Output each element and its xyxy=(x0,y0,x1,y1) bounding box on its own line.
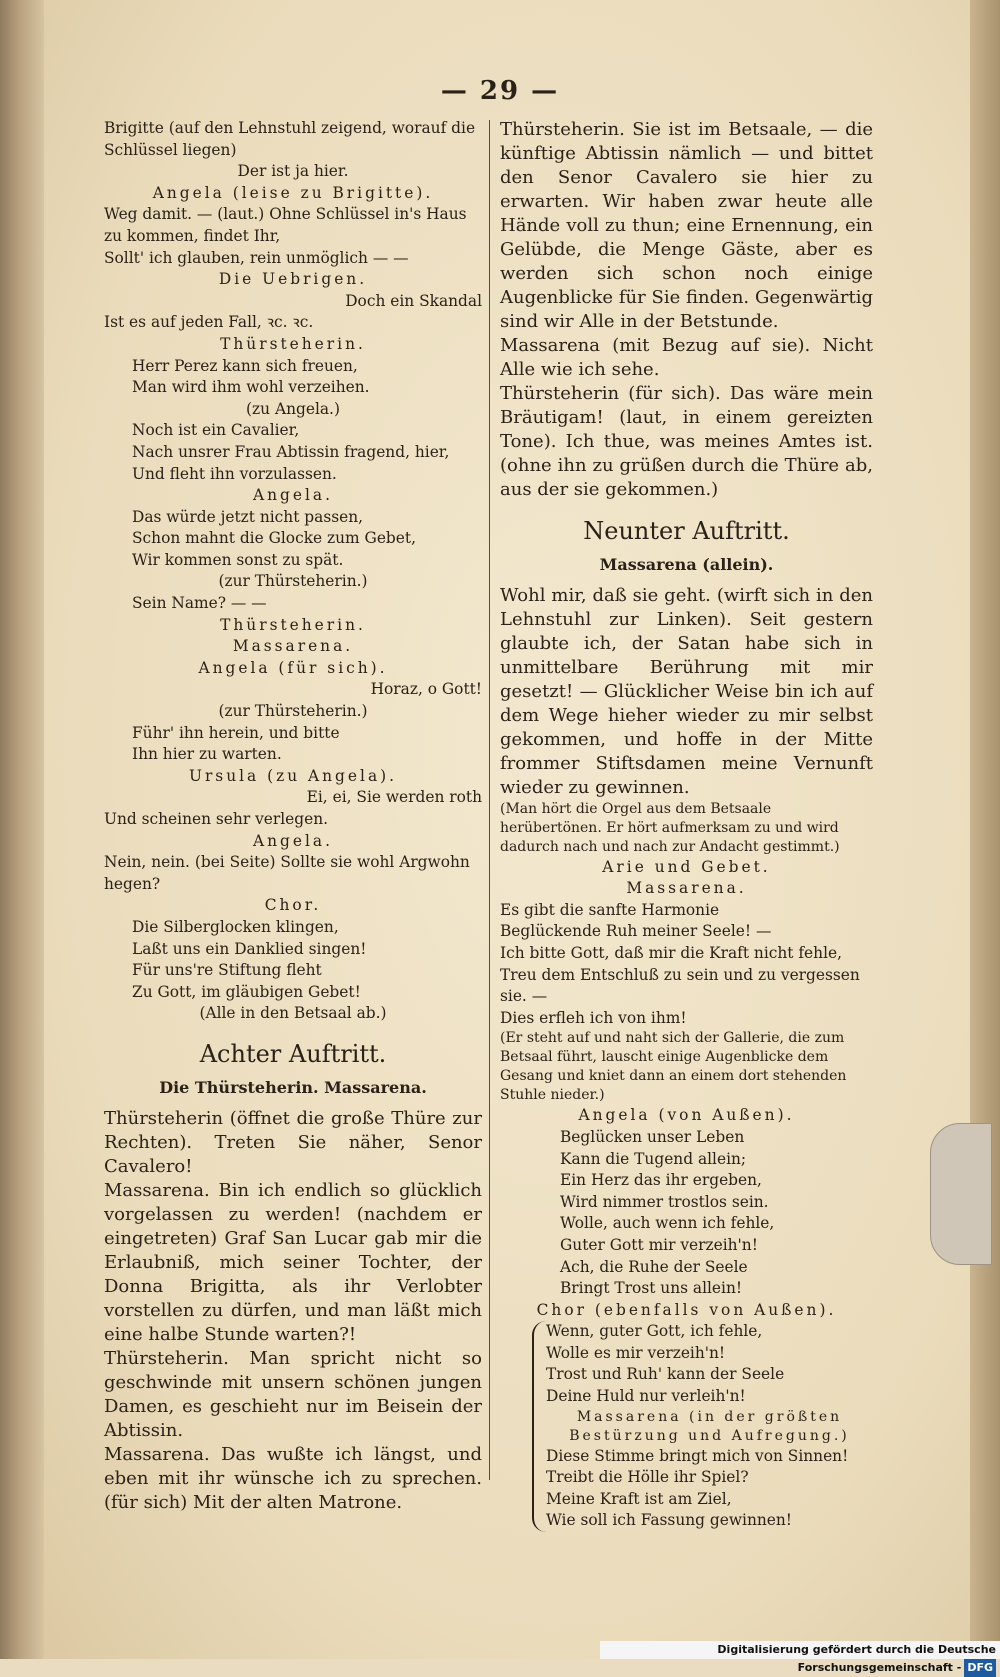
left-line: Thürsteherin. xyxy=(220,334,366,353)
left-line: Laßt uns ein Danklied singen! xyxy=(132,939,367,958)
left-line: Doch ein Skandal xyxy=(345,291,482,310)
right-line: Beglückende Ruh meiner Seele! — xyxy=(500,922,772,941)
right-line: (Man hört die Orgel aus dem Betsaale herübertönen. Er hört aufmerksam zu und wird dadurch nach und nach zur Andacht gestimmt.) xyxy=(500,800,840,855)
left-text-column xyxy=(104,118,482,1515)
left-line: Weg damit. — (laut.) Ohne Schlüssel in's Haus zu kommen, findet Ihr, xyxy=(104,205,467,245)
chorus-line: Wolle es mir verzeih'n! xyxy=(546,1343,726,1362)
left-line: Führ' ihn herein, und bitte xyxy=(132,723,340,742)
right-line: Ein Herz das ihr ergeben, xyxy=(560,1171,762,1190)
right-line: Massarena (mit Bezug auf sie). Nicht Alle wie ich sehe. xyxy=(500,335,873,380)
left-line: Wir kommen sonst zu spät. xyxy=(132,550,344,569)
book-spine xyxy=(0,0,44,1659)
right-text-column xyxy=(500,118,873,1532)
right-line: Wohl mir, daß sie geht. (wirft sich in den Lehnstuhl zur Linken). Seit gestern glaubte ich, der Satan habe sich in unmittelbare Berührung mit mir gesetzt! — Glücklicher Weise bin ich auf dem Wege hieher wieder zu mir selbst gekommen, und hoffe in der Mitte frommer Stiftsdamen meine Vernunft wieder zu gewinnen. xyxy=(500,584,873,798)
left-line: Achter Auftritt. xyxy=(199,1039,387,1068)
left-line: Sein Name? — — xyxy=(132,594,267,613)
left-line: Und scheinen sehr verlegen. xyxy=(104,810,329,828)
left-line: Das würde jetzt nicht passen, xyxy=(132,507,364,526)
left-line: Angela (leise zu Brigitte). xyxy=(152,183,434,202)
left-line: Ihn hier zu warten. xyxy=(132,745,282,764)
right-line: Massarena. xyxy=(626,879,747,898)
chorus-line: Meine Kraft ist am Ziel, xyxy=(546,1489,732,1508)
right-line: Treu dem Entschluß zu sein und zu vergessen sie. — xyxy=(500,965,860,1006)
right-line: Beglücken unser Leben xyxy=(560,1127,745,1146)
left-line: (zur Thürsteherin.) xyxy=(218,572,368,591)
digitization-footer xyxy=(600,1641,1000,1674)
chorus-line: Treibt die Hölle ihr Spiel? xyxy=(546,1468,749,1487)
left-line: Thürsteherin. Man spricht nicht so geschwinde mit unsern schönen jungen Damen, es geschieht nur im Beisein der Abtissin. xyxy=(104,1347,482,1441)
left-line: Angela. xyxy=(253,831,333,850)
left-line: Ist es auf jeden Fall, ꝛc. ꝛc. xyxy=(104,313,314,332)
left-line: Die Thürsteherin. Massarena. xyxy=(159,1077,427,1097)
dfg-logo: DFG xyxy=(964,1659,996,1677)
left-line: Thürsteherin. xyxy=(220,615,366,634)
chorus-stage-direction: Massarena (in der größten Bestürzung und Aufregung.) xyxy=(569,1408,850,1444)
chorus-line: Wenn, guter Gott, ich fehle, xyxy=(546,1322,763,1341)
left-line: Ei, ei, Sie werden roth xyxy=(306,788,482,807)
left-line: (Alle in den Betsaal ab.) xyxy=(199,1004,387,1023)
left-line: (zur Thürsteherin.) xyxy=(218,702,368,721)
chorus-line: Diese Stimme bringt mich von Sinnen! xyxy=(546,1446,849,1465)
left-line: Nach unsrer Frau Abtissin fragend, hier, xyxy=(132,442,450,461)
left-line: Und fleht ihn vorzulassen. xyxy=(132,464,337,483)
left-line: Sollt' ich glauben, rein unmöglich — — xyxy=(104,248,409,267)
left-line: Für uns're Stiftung fleht xyxy=(132,961,322,980)
right-line: Wolle, auch wenn ich fehle, xyxy=(560,1214,775,1233)
left-line: (zu Angela.) xyxy=(246,399,340,418)
left-line: Der ist ja hier. xyxy=(237,162,349,181)
right-line: Kann die Tugend allein; xyxy=(560,1149,747,1168)
page-edge xyxy=(970,0,1000,1659)
chorus-line: Deine Huld nur verleih'n! xyxy=(546,1387,746,1406)
right-line: Dies erfleh ich von ihm! xyxy=(500,1008,687,1027)
left-line: Angela (für sich). xyxy=(198,658,388,677)
chorus-line: Wie soll ich Fassung gewinnen! xyxy=(546,1511,792,1530)
left-line: Herr Perez kann sich freuen, xyxy=(132,356,358,375)
right-line: Ach, die Ruhe der Seele xyxy=(560,1257,748,1276)
chorus-line: Trost und Ruh' kann der Seele xyxy=(546,1365,785,1384)
right-line: Guter Gott mir verzeih'n! xyxy=(560,1235,758,1254)
left-line: Schon mahnt die Glocke zum Gebet, xyxy=(132,529,416,548)
right-line: Massarena (allein). xyxy=(599,555,774,574)
left-line: Horaz, o Gott! xyxy=(370,680,482,699)
right-line: (Er steht auf und naht sich der Gallerie, die zum Betsaal führt, lauscht einige Augenblicke dem Gesang und kniet dann an einem dort stehenden Stuhle nieder.) xyxy=(500,1030,847,1104)
right-line: Wird nimmer trostlos sein. xyxy=(560,1192,769,1211)
left-line: Massarena. Bin ich endlich so glücklich vorgelassen zu werden! (nachdem er eingetreten) Graf San Lucar gab mir die Erlaubniß, mich seiner Tochter, der Donna Brigitta, als ihr Verlobter vorstellen zu dürfen, und man läßt mich eine halbe Stunde warten?! xyxy=(104,1179,482,1345)
left-line: Die Uebrigen. xyxy=(218,270,368,289)
chorus-heading: Chor (ebenfalls von Außen). xyxy=(536,1300,837,1319)
right-line: Bringt Trost uns allein! xyxy=(560,1279,743,1298)
page-tab-marker xyxy=(930,1123,992,1265)
right-line: Thürsteherin. Sie ist im Betsaale, — die künftige Abtissin nämlich — und bittet den Senor Cavalero sie hier zu erwarten. Wir haben zwar heute alle Hände voll zu thun; eine Ernennung, ein Gelübde, die Menge Gäste, aber es werden sich schon noch einige Augenblicke für Sie finden. Gegenwärtig sind wir Alle in der Betstunde. xyxy=(500,119,873,332)
left-line: Chor. xyxy=(264,896,322,915)
left-line: Nein, nein. (bei Seite) Sollte sie wohl Argwohn hegen? xyxy=(104,853,470,893)
left-line: Zu Gott, im gläubigen Gebet! xyxy=(132,982,361,1001)
left-line: Brigitte (auf den Lehnstuhl zeigend, worauf die Schlüssel liegen) xyxy=(104,119,476,159)
right-line: Arie und Gebet. xyxy=(602,857,771,876)
chorus-brace-block xyxy=(532,1321,873,1532)
right-line: Ich bitte Gott, daß mir die Kraft nicht fehle, xyxy=(500,943,842,962)
left-line: Massarena. xyxy=(232,637,354,656)
left-line: Angela. xyxy=(253,486,333,505)
left-line: Man wird ihm wohl verzeihen. xyxy=(132,378,370,397)
right-line: Es gibt die sanfte Harmonie xyxy=(500,900,720,919)
right-line: Neunter Auftritt. xyxy=(583,517,790,545)
footer-text: Digitalisierung gefördert durch die Deutsche Forschungsgemeinschaft - xyxy=(717,1643,996,1674)
left-line: Massarena. Das wußte ich längst, und eben mit ihr wünsche ich zu sprechen. (für sich) Mit der alten Matrone. xyxy=(104,1443,482,1513)
left-line: Ursula (zu Angela). xyxy=(188,766,398,785)
right-column-lines xyxy=(500,118,873,1300)
left-line: Noch ist ein Cavalier, xyxy=(132,421,300,440)
right-line: Thürsteherin (für sich). Das wäre mein Bräutigam! (laut, in einem gereizten Tone). Ich thue, was meines Amtes ist. (ohne ihn zu grüßen durch die Thüre ab, aus der sie gekommen.) xyxy=(500,383,873,500)
left-line: Die Silberglocken klingen, xyxy=(132,917,339,936)
page-number: — 29 — xyxy=(440,76,560,106)
right-line: Angela (von Außen). xyxy=(578,1106,795,1125)
column-divider xyxy=(489,120,490,1480)
left-line: Thürsteherin (öffnet die große Thüre zur Rechten). Treten Sie näher, Senor Cavalero! xyxy=(104,1107,482,1177)
